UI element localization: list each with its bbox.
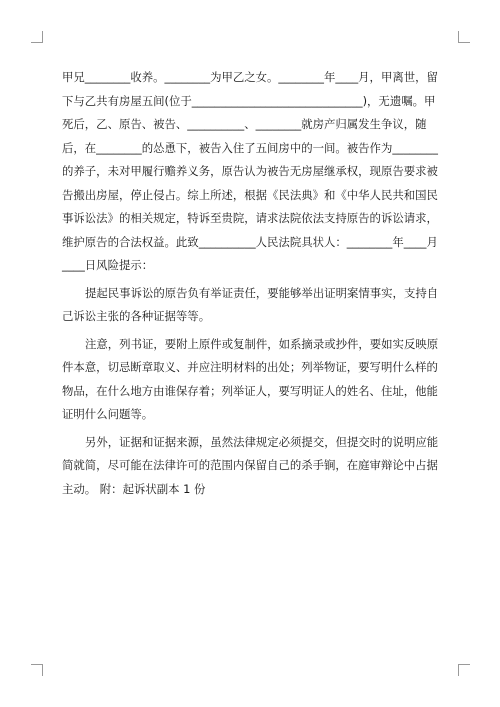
paragraph-complaint-facts: 甲兄________收养。________为甲乙之女。________年____月，甲离世，留下与乙共有房屋五间(位于______________________________)，无遗嘱。甲死后，乙、原告、被告、__________、________就房产归属发生争议，随后，在________的怂恿下，被告入住了五间房中的一间。被告作为________的养子，未对甲履行赡养义务，原告认为被告无房屋继承权，现原告要求被告搬出房屋，停止侵占。综上所述，根据《民法典》和《中华人民共和国民事诉讼法》的相关规定，特诉至贵院，请求法院依法支持原告的诉讼请求，维护原告的合法权益。此致__________人民法院具状人：________年____月____日风险提示： xyxy=(62,70,438,272)
crop-mark-bottom-left xyxy=(31,664,43,676)
crop-mark-top-left xyxy=(31,31,43,43)
paragraph-evidence-listing: 注意，列书证，要附上原件或复制件，如系摘录或抄件，要如实反映原件本意，切忌断章取义、并应注明材料的出处；列举物证，要写明什么样的物品，在什么地方由谁保存着；列举证人，要写明证人的姓名、住址，他能证明什么问题等。 xyxy=(62,336,439,421)
crop-mark-top-right xyxy=(458,31,470,43)
paragraph-burden-of-proof: 提起民事诉讼的原告负有举证责任，要能够举出证明案情事实，支持自己诉讼主张的各种证据等等。 xyxy=(62,285,439,323)
crop-mark-bottom-right xyxy=(458,664,470,676)
paragraph-evidence-strategy: 另外，证据和证据来源，虽然法律规定必须提交，但提交时的说明应能简就简，尽可能在法律许可的范围内保留自己的杀手锏，在庭审辩论中占据主动。 附：起诉状副本 1 份 xyxy=(62,434,439,496)
document-body xyxy=(62,66,440,501)
